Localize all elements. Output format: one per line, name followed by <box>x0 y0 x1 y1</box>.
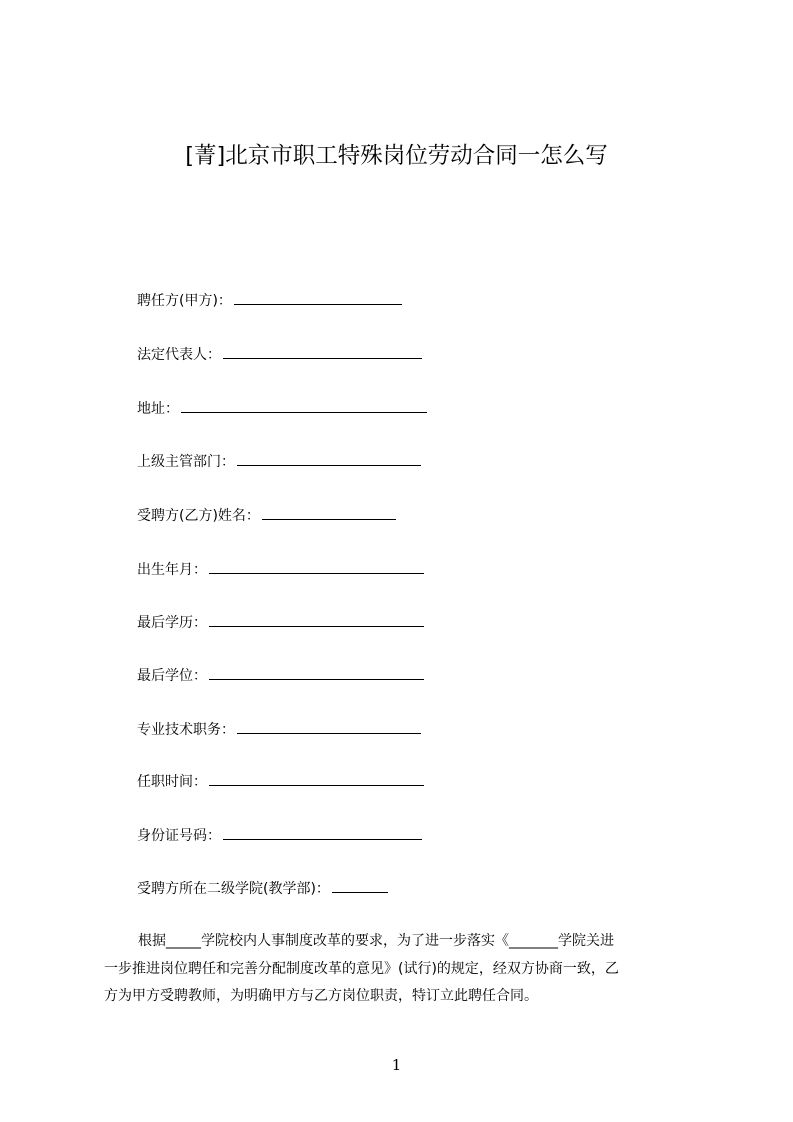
field-highest-education <box>137 612 424 633</box>
field-professional-title <box>137 719 421 740</box>
field-birth-date <box>137 559 424 580</box>
blank-line[interactable] <box>223 344 422 359</box>
field-label: 任职时间： <box>137 774 207 790</box>
paragraph-line: 根据_____学院校内人事制度改革的要求，为了进一步落实《_______学院关进 <box>138 933 614 949</box>
page-number: 1 <box>391 1056 402 1074</box>
field-label: 上级主管部门： <box>137 454 235 470</box>
field-college <box>137 878 388 899</box>
paragraph-line: 一步推进岗位聘任和完善分配制度改革的意见》(试行)的规定，经双方协商一致，乙 <box>104 960 619 977</box>
field-legal-representative <box>137 344 422 365</box>
field-label: 受聘方所在二级学院(教学部)： <box>137 881 330 897</box>
field-highest-degree <box>137 665 424 686</box>
field-label: 最后学位： <box>137 668 207 684</box>
blank-line[interactable] <box>223 825 422 840</box>
field-label: 最后学历： <box>137 615 207 631</box>
blank-line[interactable] <box>209 612 424 627</box>
field-employee-name <box>137 505 396 526</box>
document-title: [菁]北京市职工特殊岗位劳动合同一怎么写 <box>185 143 608 169</box>
field-id-number <box>137 825 422 846</box>
paragraph-line: 方为甲方受聘教师，为明确甲方与乙方岗位职责，特订立此聘任合同。 <box>104 988 538 1004</box>
field-label: 法定代表人： <box>137 347 221 363</box>
field-supervising-department <box>137 451 421 472</box>
blank-line[interactable] <box>332 878 388 893</box>
field-label: 身份证号码： <box>137 828 221 844</box>
blank-line[interactable] <box>209 559 424 574</box>
field-label: 地址： <box>137 401 179 417</box>
field-label: 受聘方(乙方)姓名： <box>137 508 260 524</box>
field-employer <box>137 290 402 311</box>
blank-line[interactable] <box>209 665 424 680</box>
field-label: 专业技术职务： <box>137 722 235 738</box>
field-label: 出生年月： <box>137 562 207 578</box>
field-tenure-time <box>137 771 424 792</box>
field-address <box>137 398 427 419</box>
blank-line[interactable] <box>209 771 424 786</box>
blank-line[interactable] <box>237 451 421 466</box>
blank-line[interactable] <box>262 505 396 520</box>
blank-line[interactable] <box>237 719 421 734</box>
blank-line[interactable] <box>234 290 402 305</box>
blank-line[interactable] <box>181 398 427 413</box>
field-label: 聘任方(甲方)： <box>137 293 232 309</box>
contract-intro-paragraph <box>104 928 619 1011</box>
